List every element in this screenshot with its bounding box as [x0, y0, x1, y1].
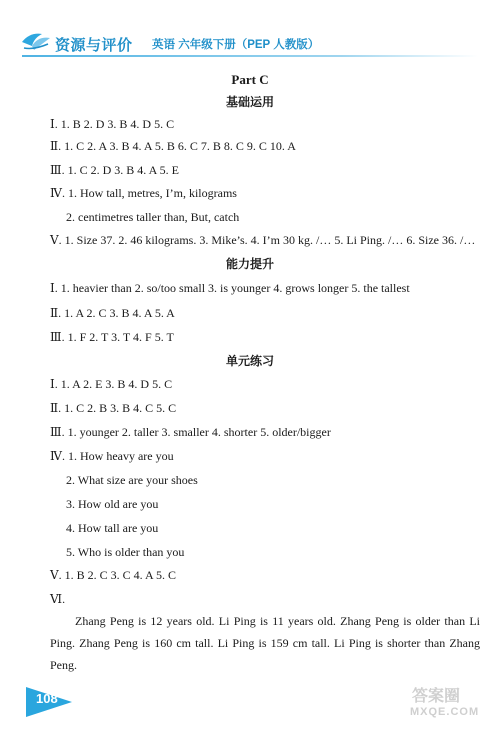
- answer-line: Ⅵ.: [50, 592, 66, 606]
- answer-line: 3. How old are you: [66, 497, 159, 511]
- answer-line: Ⅲ. 1. F 2. T 3. T 4. F 5. T: [50, 330, 174, 344]
- answer-line: Ⅲ. 1. younger 2. taller 3. smaller 4. shorter 5. older/bigger: [50, 425, 331, 439]
- answer-line: Ⅱ. 1. C 2. A 3. B 4. A 5. B 6. C 7. B 8. C 9. C 10. A: [50, 139, 296, 153]
- section-heading-unit: 单元练习: [225, 354, 274, 368]
- answer-line: Ⅱ. 1. A 2. C 3. B 4. A 5. A: [50, 306, 175, 320]
- answer-line: 5. Who is older than you: [66, 545, 185, 559]
- answer-line: 2. What size are your shoes: [66, 473, 198, 487]
- answer-line: Ⅰ. 1. B 2. D 3. B 4. D 5. C: [50, 117, 175, 131]
- watermark-logo: 答案圈: [412, 688, 461, 705]
- answer-line: Ⅰ. 1. heavier than 2. so/too small 3. is younger 4. grows longer 5. the tallest: [50, 281, 410, 295]
- page-header: [0, 0, 500, 60]
- header-divider: [22, 55, 478, 57]
- brand-title: 资源与评价: [55, 37, 133, 54]
- answer-line: Ⅳ. 1. How heavy are you: [50, 449, 174, 463]
- answer-line: Ⅲ. 1. C 2. D 3. B 4. A 5. E: [50, 163, 179, 177]
- answer-line: 2. centimetres taller than, But, catch: [66, 210, 240, 224]
- page-number: 108: [36, 691, 58, 706]
- answer-line: 4. How tall are you: [66, 521, 159, 535]
- section-heading-ability: 能力提升: [225, 257, 274, 271]
- answer-line: Ⅱ. 1. C 2. B 3. B 4. C 5. C: [50, 401, 177, 415]
- answer-line: Ⅳ. 1. How tall, metres, I’m, kilograms: [50, 186, 237, 200]
- answer-line: Ⅴ. 1. B 2. C 3. C 4. A 5. C: [50, 568, 177, 582]
- book-leaf-logo-icon: [20, 28, 52, 52]
- part-title: Part C: [231, 72, 269, 87]
- answer-line: Ⅰ. 1. A 2. E 3. B 4. D 5. C: [50, 377, 173, 391]
- section-heading-basic: 基础运用: [225, 95, 274, 109]
- book-subtitle: 英语 六年级下册（PEP 人教版）: [152, 39, 320, 51]
- answer-line: Ⅴ. 1. Size 37. 2. 46 kilograms. 3. Mike’s. 4. I’m 30 kg. /… 5. Li Ping. /… 6. Size 36. /…: [50, 233, 476, 247]
- answer-paragraph: Zhang Peng is 12 years old. Li Ping is 11 years old. Zhang Peng is older than Li Ping. Zhang Peng is 160 cm tall. Li Ping is 159 cm tall. Li Ping is shorter than Zhang Peng.: [50, 614, 480, 672]
- watermark-url: MXQE.COM: [410, 706, 480, 718]
